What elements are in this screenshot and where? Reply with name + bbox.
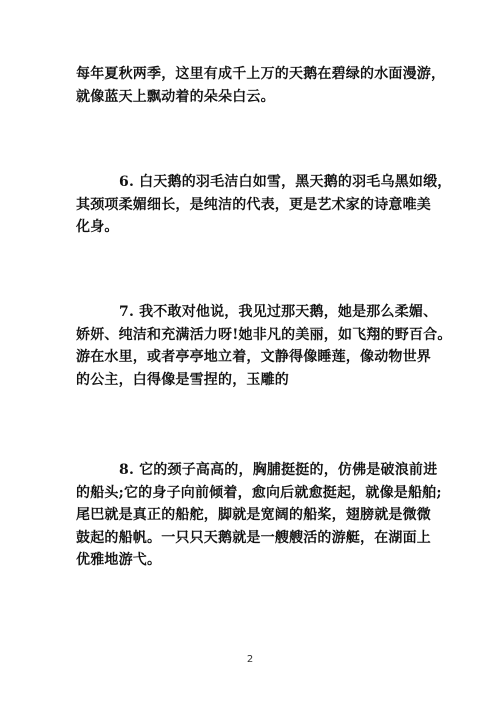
text-line: 每年夏秋两季，这里有成千上万的天鹅在碧绿的水面漫游，	[76, 66, 446, 82]
text-line: 就像蓝天上飘动着的朵朵白云。	[76, 88, 275, 105]
text-line: 尾巴就是真正的船舵，脚就是宽阔的船桨，翅膀就是微微	[76, 507, 431, 523]
paragraph-continuation	[76, 63, 446, 108]
paragraph-6	[76, 171, 452, 239]
text-line: 娇妍、纯洁和充满活力呀!她非凡的美丽，如飞翔的野百合。	[76, 326, 452, 343]
text-line: 化身。	[76, 219, 119, 235]
text-line: 游在水里，或者亭亭地立着，文静得像睡莲，像动物世界	[76, 349, 431, 365]
text-line: 8. 它的颈子高高的，胸脯挺挺的，仿佛是破浪前进	[119, 462, 438, 478]
text-line: 优雅地游弋。	[76, 552, 162, 568]
text-line: 6. 白天鹅的羽毛洁白如雪，黑天鹅的羽毛乌黑如缎，	[119, 174, 452, 190]
text-line: 的公主，白得像是雪捏的，玉雕的	[76, 371, 289, 388]
text-line: 其颈项柔媚细长，是纯洁的代表，更是艺术家的诗意唯美	[76, 196, 431, 213]
text-line: 鼓起的船帆。一只只天鹅就是一艘艘活的游艇，在湖面上	[76, 529, 431, 546]
page-number: 2	[246, 654, 254, 665]
paragraph-8	[76, 459, 442, 572]
paragraph-7	[76, 301, 452, 391]
text-line: 的船头;它的身子向前倾着，愈向后就愈挺起，就像是船舶;	[76, 484, 442, 501]
text-line: 7. 我不敢对他说，我见过那天鹅，她是那么柔媚、	[119, 304, 438, 320]
